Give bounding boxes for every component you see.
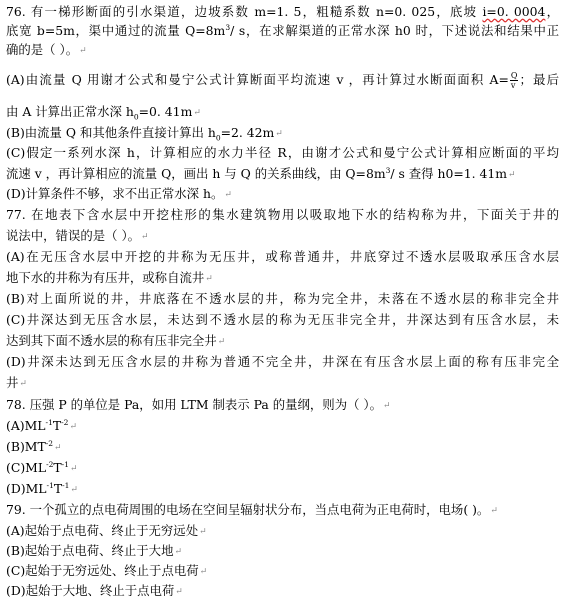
q77-option-b: (B)对上面所说的井，井底落在不透水层的井，称为完全井，未落在不透水层的称非完全井: [6, 291, 559, 306]
q78-stem: 78. 压强 P 的单位是 Pa，如用 LTM 制表示 Pa 的量纲，则为（ ）。↵: [6, 397, 391, 412]
q76-option-b: (B)由流量 Q 和其他条件直接计算出 $h_0=2$. 42m↵: [6, 125, 283, 143]
q76-option-c-line-1: (C)假定一系列水深 h，计算相应的水力半径 R，由谢才公式和曼宁公式计算相应断面的平均: [6, 145, 559, 160]
paragraph-mark-icon: ↵: [174, 547, 183, 557]
q76-option-a-line-1: (A)由流量 Q 用谢才公式和曼宁公式计算断面平均流速 v ，再计算过水断面面积 A= $\frac{Q}{v}$ ；最后: [6, 71, 559, 90]
q78-option-b: $(B)MT^{-2}↵$: [6, 438, 62, 454]
paragraph-mark-icon: ↵: [54, 443, 62, 453]
paragraph-mark-icon: ↵: [19, 379, 27, 389]
paragraph-mark-icon: ↵: [205, 274, 213, 284]
q78-option-c: $(C)ML^{-2}T^{-1}↵$: [6, 459, 78, 475]
paragraph-mark-icon: ↵: [175, 587, 183, 597]
q76-stem-line-2: 底宽 b=5m，渠中通过的流量 $Q=8m^3/$ s，在求解渠道的正常水深 h0 时，下述说法和结果中正: [6, 22, 559, 38]
q78-option-a: $(A)ML^{-1}T^{-2}↵$: [6, 417, 77, 433]
paragraph-mark-icon: ↵: [199, 567, 208, 577]
paragraph-mark-icon: ↵: [217, 337, 226, 347]
paragraph-mark-icon: ↵: [199, 527, 207, 537]
paragraph-mark-icon: ↵: [141, 232, 149, 242]
paragraph-mark-icon: ↵: [275, 129, 283, 139]
q77-option-c-line-2: 达到其下面不透水层的称有压非完全井↵: [6, 333, 226, 348]
paragraph-mark-icon: ↵: [69, 464, 78, 474]
q76-option-d: (D)计算条件不够，求不出正常水深 h。↵: [6, 186, 232, 201]
paragraph-mark-icon: ↵: [490, 506, 498, 516]
q77-stem-line-2: 说法中，错误的是（ ）。↵: [6, 228, 149, 243]
paragraph-mark-icon: ↵: [383, 401, 391, 411]
q77-option-a-line-2: 地下水的井称为有压井，或称自流井↵: [6, 270, 213, 285]
paragraph-mark-icon: ↵: [79, 46, 87, 56]
q76-option-c-line-2: 流速 v ，再计算相应的流量 Q，画出 h 与 Q 的关系曲线，由 $Q=8m^3/$ s 查得 h0=1. 41m↵: [6, 165, 516, 181]
q77-option-c-line-1: (C)井深达到无压含水层，未达到不透水层的称为无压非完全井，井深达到有压含水层，未: [6, 312, 559, 327]
q79-option-d: (D)起始于大地、终止于点电荷↵: [6, 583, 183, 598]
paragraph-mark-icon: ↵: [70, 485, 78, 495]
q76-option-a-line-2: 由 A 计算出正常水深 $h_0=0$. 41m↵: [6, 104, 201, 122]
q79-stem: 79. 一个孤立的点电荷周围的电场在空间呈辐射状分布，当点电荷为正电荷时，电场( )。↵: [6, 502, 498, 517]
q79-option-a: (A)起始于点电荷、终止于无穷远处↵: [6, 523, 207, 538]
fraction-q-over-v: $\frac{Q}{v}$: [510, 71, 518, 90]
q77-stem-line-1: 77. 在地表下含水层中开挖柱形的集水建筑物用以吸取地下水的结构称为井，下面关于井的: [6, 207, 559, 222]
paragraph-mark-icon: ↵: [193, 108, 201, 118]
paragraph-mark-icon: ↵: [69, 422, 77, 432]
paragraph-mark-icon: ↵: [224, 190, 232, 200]
q78-option-d: $(D)ML^{-1}T^{-1}↵$: [6, 480, 78, 496]
q79-option-c: (C)起始于无穷远处、终止于点电荷↵: [6, 563, 208, 578]
q76-stem-line-1: 76. 有一梯形断面的引水渠道，边坡系数 m=1. 5，粗糙系数 n=0. 025，底坡 i=0. 0004，: [6, 4, 560, 19]
q77-option-d-line-1: (D)井深未达到无压含水层的井称为普通不完全井，井深在有压含水层上面的称有压非完全: [6, 354, 559, 369]
q77-option-d-line-2: 井↵: [6, 375, 27, 390]
q79-option-b: (B)起始于点电荷、终止于大地↵: [6, 543, 183, 558]
paragraph-mark-icon: ↵: [508, 170, 516, 180]
q77-option-a-line-1: (A)在无压含水层中开挖的井称为无压井，或称普通井，井底穿过不透水层吸取承压含水层: [6, 249, 559, 264]
q76-stem-line-3: 确的是（ ）。↵: [6, 42, 87, 57]
